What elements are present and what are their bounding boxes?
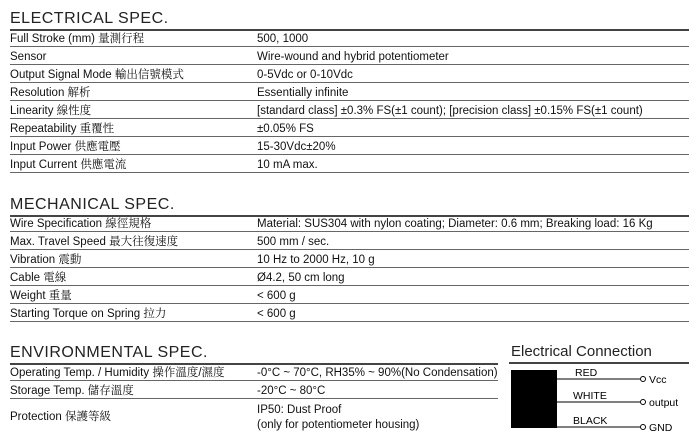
electrical-spec-value: ±0.05% FS [257,123,314,135]
mechanical-spec-label: Cable 電線 [10,272,67,284]
wire-label-white: WHITE [573,390,607,402]
signal-label-output: output [649,397,679,409]
mechanical-spec-label: Vibration 震動 [10,254,82,266]
environmental-spec-value-note: (only for potentiometer housing) [257,419,420,431]
mechanical-spec-label: Max. Travel Speed 最大往復速度 [10,236,179,248]
mechanical-spec-value: Material: SUS304 with nylon coating; Diameter: 0.6 mm; Breaking load: 16 Kg [257,218,653,230]
mechanical-spec-label: Starting Torque on Spring 拉力 [10,308,167,320]
connection-title: Electrical Connection [511,343,652,360]
electrical-section-title: ELECTRICAL SPEC. [10,10,169,27]
mechanical-spec-value: < 600 g [257,308,296,320]
gnd-terminal [641,425,646,430]
electrical-spec-value: [standard class] ±0.3% FS(±1 count); [precision class] ±0.15% FS(±1 count) [257,105,643,117]
environmental-spec-value: -0°C ~ 70°C, RH35% ~ 90%(No Condensation) [257,367,498,379]
potentiometer-block [511,370,557,428]
signal-label-gnd: GND [649,422,673,434]
electrical-spec-label: Sensor [10,51,47,63]
environmental-spec-value: IP50: Dust Proof [257,404,342,416]
environmental-spec-label: Protection 保護等級 [10,411,111,423]
electrical-spec-value: 10 mA max. [257,159,318,171]
electrical-spec-label: Repeatability 重覆性 [10,123,115,135]
mechanical-spec-value: < 600 g [257,290,296,302]
vcc-terminal [641,377,646,382]
environmental-spec-value: -20°C ~ 80°C [257,385,326,397]
signal-label-vcc: Vcc [649,374,667,386]
electrical-spec-label: Resolution 解析 [10,87,91,99]
electrical-spec-value: 15-30Vdc±20% [257,141,336,153]
electrical-spec-value: 500, 1000 [257,33,309,45]
mechanical-spec-value: Ø4.2, 50 cm long [257,272,345,284]
environmental-spec-label: Storage Temp. 儲存溫度 [10,385,134,397]
environmental-spec-label: Operating Temp. / Humidity 操作溫度/濕度 [10,367,225,379]
electrical-spec-label: Output Signal Mode 輸出信號模式 [10,69,184,81]
output-terminal [641,400,646,405]
mechanical-spec-value: 500 mm / sec. [257,236,330,248]
electrical-spec-value: Essentially infinite [257,87,349,99]
mechanical-section-title: MECHANICAL SPEC. [10,196,175,213]
wire-label-black: BLACK [573,415,608,427]
mechanical-spec-label: Weight 重量 [10,290,72,302]
electrical-spec-label: Input Current 供應電流 [10,159,127,171]
electrical-spec-value: Wire-wound and hybrid potentiometer [257,51,449,63]
wire-label-red: RED [575,367,598,379]
electrical-spec-value: 0-5Vdc or 0-10Vdc [257,69,353,81]
mechanical-spec-value: 10 Hz to 2000 Hz, 10 g [257,254,375,266]
electrical-spec-label: Input Power 供應電壓 [10,141,121,153]
environmental-section-title: ENVIRONMENTAL SPEC. [10,344,208,361]
mechanical-spec-label: Wire Specification 線徑規格 [10,218,152,230]
electrical-spec-label: Linearity 線性度 [10,105,92,117]
electrical-spec-label: Full Stroke (mm) 量測行程 [10,33,145,45]
